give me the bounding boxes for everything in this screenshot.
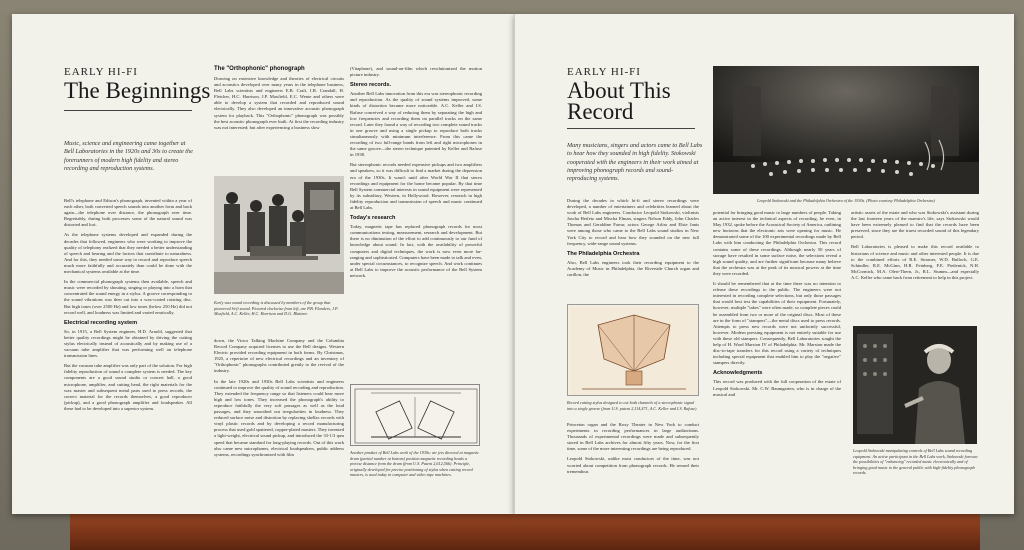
left-kicker: EARLY HI-FI	[64, 66, 138, 78]
left-column-1	[64, 198, 192, 498]
left-column-2-bottom	[214, 338, 344, 506]
patent-diagram	[350, 384, 480, 446]
left-col2-p1: Drawing on extensive knowledge and theories of electrical circuits and acoustics developed over many years in the telephone business, Bell Labs scientists and engineers E.B. Craft, I.B. Crandall, H. Fletcher, H.C. Harrison, J.P. Maxfield, E.C. Wente and others were able to develop a system that recorded and reproduced sound electrically. They also developed an innovative acoustic phonograph system for playback. This "Orthophonic" phonograph was possibly the best acoustic phonograph ever built. At first the recording industry was not interested; but after experiencing a business slow	[214, 76, 344, 130]
stokowski-photo-caption: Leopold Stokowski manipulating controls of Bell Labs sound recording equipment. An active participant in the Bell Labs work, Stokowski foresaw the possibilities of "enhancing" recorded music electronically and of bringing good music to the general public with high-fidelity phonograph records.	[853, 448, 978, 476]
left-intro: Music, science and engineering came together at Bell Laboratories in the 1920s and 30s to create the forerunners of modern high fidelity and stereo recording and reproduction systems.	[64, 140, 193, 172]
right-col2b-p1: This record was produced with the full cooperation of the estate of Leopold Stokowski. Mr. C.W. Baumgarten, who is in charge of the musical and	[713, 379, 841, 397]
right-col1b-p1: Also, Bell Labs engineers took their recording equipment to the Academy of Music in Philadelphia, the Riverside Church organ and carillon, the	[567, 259, 699, 278]
right-col2-p1: potential for bringing good music to large numbers of people. Taking an active interest in the technical aspects of recording, he even, in May 1932, spoke before the Acoustical Society of America, outlining new horizons that the electronic arts were opening for music. He demonstrated some of the 100 experimental recordings made by Bell Labs with him conducting the Philadelphia Orchestra. This record contains some of these recordings. Although nearly 50 years of storage have resulted in some surface noise, the selections reveal a high sound quality, and are further significant because many believe that the orchestra was at the peak of its musical powers at the time they were recorded.	[713, 210, 841, 276]
left-col1-p1: Bell's telephone and Edison's phonograph, invented within a year of each other, both converted speech sounds into another form and back again—the telephone over distance, the phonograph over time. Regrettably, during both processes some of the natural sound was distorted and lost.	[64, 198, 192, 228]
left-col3-heading: Stereo records.	[350, 82, 392, 89]
left-col1-heading: Electrical recording system	[64, 319, 138, 326]
right-col1-heading: The Philadelphia Orchestra	[567, 250, 640, 257]
right-column-1-bottom	[567, 422, 699, 508]
left-col3-intro: (Vitaphone), and sound-on-film which revolutionized the motion picture industry.	[350, 66, 482, 78]
left-col2b-p2: In the late 1920s and 1930s Bell Labs scientists and engineers continued to improve the quality of sound recording and reproduction. They extended the frequency range so that listeners could hear more high and low tones. They increased the phonograph's ability to reproduce faithfully the very soft passages as well as the loud passages, and they smoothed out irregularities in loudness. They reduced surface noise and distortion by replacing shellac records with vinyl plastic records and by developing a record manufacturing process that used gold sputtered, copper-plated masters. They invented a light-weight, electrical sound pickup, and introduced the 33-1/3 rpm speed that became standard for long-playing records. Out of this work also came new microphones, electrical loudspeakers, public address systems, recordings synchronized with film	[214, 378, 344, 457]
patent-diagram-caption: Another product of Bell Labs work of the 1930s: air jets directed at magnetic drum (partial number at bottom) position magnetic recording heads a precise distance from the drum (from U.S. Patent 2,612,566). Principle, originally developed for precise positioning of stylus when cutting record masters, is used today in computer and video tape machines.	[350, 450, 480, 478]
right-col1c-p1: Princeton organ and the Roxy Theater in New York to conduct experiments in recording performances in large auditoriums. Thousands of experimental recordings were made and subsequently stored in Bell Labs archives for almost fifty years. Now, for the first time, some of the more interesting recordings are being reproduced.	[567, 422, 699, 452]
left-panel	[12, 14, 514, 514]
right-column-1-top	[567, 198, 699, 294]
right-title-line-1: About This	[567, 78, 671, 103]
right-panel	[514, 14, 1014, 514]
stylus-diagram-caption: Record cutting stylus designed to cut both channels of a stereophonic signal into a single groove (from U.S. patent 2,114,471, A.C. Keller and I.S. Rafuse).	[567, 400, 698, 411]
stylus-diagram	[567, 304, 699, 396]
right-column-2	[713, 210, 841, 506]
right-title-rule	[567, 128, 695, 129]
left-title-rule	[64, 110, 192, 111]
right-col2-heading: Acknowledgments	[713, 370, 763, 377]
lab-group-photo	[214, 176, 344, 294]
orchestra-photo-caption: Leopold Stokowski and the Philadelphia Orchestra of the 1930s. (Photo courtesy Philadelphia Orchestra)	[757, 198, 935, 203]
right-col3-p2: Bell Laboratories is pleased to make this record available to historians of science and music and other interested people. It is due to the combined efforts of R.E. Stromer, W.D. Bulloch, G.E. Schindler, R.E. McGinn, H.R. Feinberg, F.E. Pietlenick, N.H. McCormick, M.A. Olert-Thern, Jr., R.L. Stumm—and especially A.C. Keller who came back from retirement to help in this project.	[851, 244, 979, 280]
left-column-3	[350, 66, 482, 376]
left-column-2-top	[214, 76, 344, 172]
right-column-3	[851, 210, 979, 320]
right-title-line-2: Record	[567, 99, 634, 124]
right-col1c-p2: Leopold Stokowski, unlike most conductors of the time, was not worried about competition from phonograph records. He sensed their tremendous	[567, 456, 699, 474]
left-col1b-p1: So, in 1915, a Bell System engineer, H.D. Arnold, suggested that better quality recordings might be obtained by driving the cutting stylus electrically instead of acoustically and by making use of a vacuum tube amplifier that was performing well on telephone transmission lines.	[64, 328, 192, 359]
left-col1-p3: In the commercial phonograph systems then available, speech and music were recorded by shouting, singing or playing into a horn that concentrated the sound energy in a stylus. A groove corresponding to the sound vibrations was then cut into a wax-coated rotating disc. But high tones (over 2500 Hz) and low tones (below 250 Hz) did not record well, and loudness was limited and varied erratically.	[64, 279, 192, 315]
right-col3-p1: artistic assets of the estate and who was Stokowski's assistant during the last fourteen years of the maestro's life, says Stokowski would have been extremely pleased to find that the records have been preserved, since they are the truest recorded sound of this legendary period.	[851, 210, 979, 240]
left-col3b-heading: Today's research	[350, 215, 396, 222]
left-col3-p1: Another Bell Labs innovation from this era was stereophonic recording and reproduction. As the quality of sound systems improved, some kinds of distortion became more noticeable. A.C. Keller and I.S. Rafuse conceived a way of reducing them by separating the high and low frequencies and recording them on parallel tracks on the same record. Later they found a way of recording two complete sound tracks in one groove and using a single pickup to reproduce both tracks simultaneously with minimum interference. From this came the recording of two full-range bands from left and right microphones in the same groove—the stereo technique patented by Keller and Rafuse in 1938.	[350, 91, 482, 158]
left-col1b-p2: But the vacuum tube amplifier was only part of the solution. For high fidelity reproduction of sound a complete system is needed. The key components are a good sound studio or concert hall, a good microphone, amplifier, and cutting head, the right materials for the wax master and subsequent metal parts used to press records, the correct material for the records themselves, a good reproducer (pickup), and a good phonograph amplifier and loudspeaker. All these had to be developed into a superior system.	[64, 363, 192, 411]
orchestra-photo	[713, 66, 979, 194]
left-title: The Beginnings	[64, 78, 211, 103]
stokowski-photo	[853, 326, 977, 444]
right-kicker: EARLY HI-FI	[567, 66, 641, 78]
right-col2-p2: It should be remembered that at the time there was no intention to release these recordings to the public. The engineers were not interested in recording complete selections, but only those passages that would best test the capabilities of their equipment. Fortunately, however, multiple "takes" were often made, so complete pieces could be assembled from two or more of the original discs. Most of these are in the form of "stampers"—the metal discs used to press records. Attempts to press new records were not uniformly successful, however. Modern pressing equipment is not entirely suitable for use with these old stampers. Consequently, Bell Laboratories sought the help of H. Ward Marston IV of Philadelphia. Mr. Marston made the disc-to-tape transfers for this record using a variety of techniques including special equipment that enabled him to play the "negative" stampers directly.	[713, 281, 841, 366]
right-intro: Many musicians, singers and actors came to Bell Labs to hear how they sounded in high fidelity. Stokowski cooperated with the engineers in their work aimed at improving phonograph records and sound-reproducing systems.	[567, 142, 703, 183]
left-col2-heading: The "Orthophonic" phonograph	[214, 66, 305, 72]
left-col3b-p1: Today, magnetic tape has replaced phonograph records for most communications testing, measurement, research and development. But there is no diminution of the effort to add continuously to our fund of knowledge about sound. In fact, with the availability of powerful computers and digital techniques, the work is now even more far-ranging and sophisticated. Computers have been made to talk and even, under special circumstances, to recognize speech. And work continues at Bell Labs to improve the acoustic performance of the Bell System network.	[350, 224, 482, 278]
right-col1-p1: During the decades in which hi-fi and stereo recordings were developed, a number of entertainers and celebrities learned about the work of Bell Labs engineers. Conductor Leopold Stokowski, violinists Jascha Heifetz and Mischa Elman, singers Nelson Eddy, John Charles Thomas and Geraldine Farrar, actors George Arliss and Elsie Janis were among those who came to the Bell Labs sound studios in New York City to record and hear how they sounded on the new full frequency, wide-range sound systems.	[567, 198, 699, 246]
lab-group-photo-caption: Early wax sound recording is discussed by members of the group that pioneered hi-fi sound. Pictured clockwise from left, are P.B. Flanders, J.P. Maxfield, A.C. Keller, H.C. Harrison and D.G. Blattner.	[214, 300, 339, 317]
left-col2b-p1: down, the Victor Talking Machine Company and the Columbia Record Company acquired licenses to use the Bell designs. Western Electric provided recording equipment in both forms. By Christmas, 1925, a repertoire of new electrical recordings and an inventory of "Orthophonic" phonographs contributed greatly to the revival of the industry.	[214, 338, 344, 374]
left-col3-p2: But stereophonic records needed expensive pickups and two amplifiers and speakers, so it was difficult to find a market during the depression era of the 1930s. It wasn't until after World War II that stereo recordings and equipment for the home became popular. By that time Bell System commercial interests in sound equipment were represented by its subsidiary, Western, in Hollywood. However, research in high fidelity reproduction and transmission of speech and music continued at Bell Labs.	[350, 162, 482, 210]
left-col1-p2: As the telephone systems developed and expanded during the decades that followed, engineers who were working to improve the quality of telephony realized that they needed a better understanding of speech and hearing and the factors that contribute to naturalness. And for this, they needed some way to record and reproduce speech much more faithfully and accurately than could be done with the mechanical systems available at the time.	[64, 232, 192, 275]
wooden-shelf	[70, 508, 980, 550]
